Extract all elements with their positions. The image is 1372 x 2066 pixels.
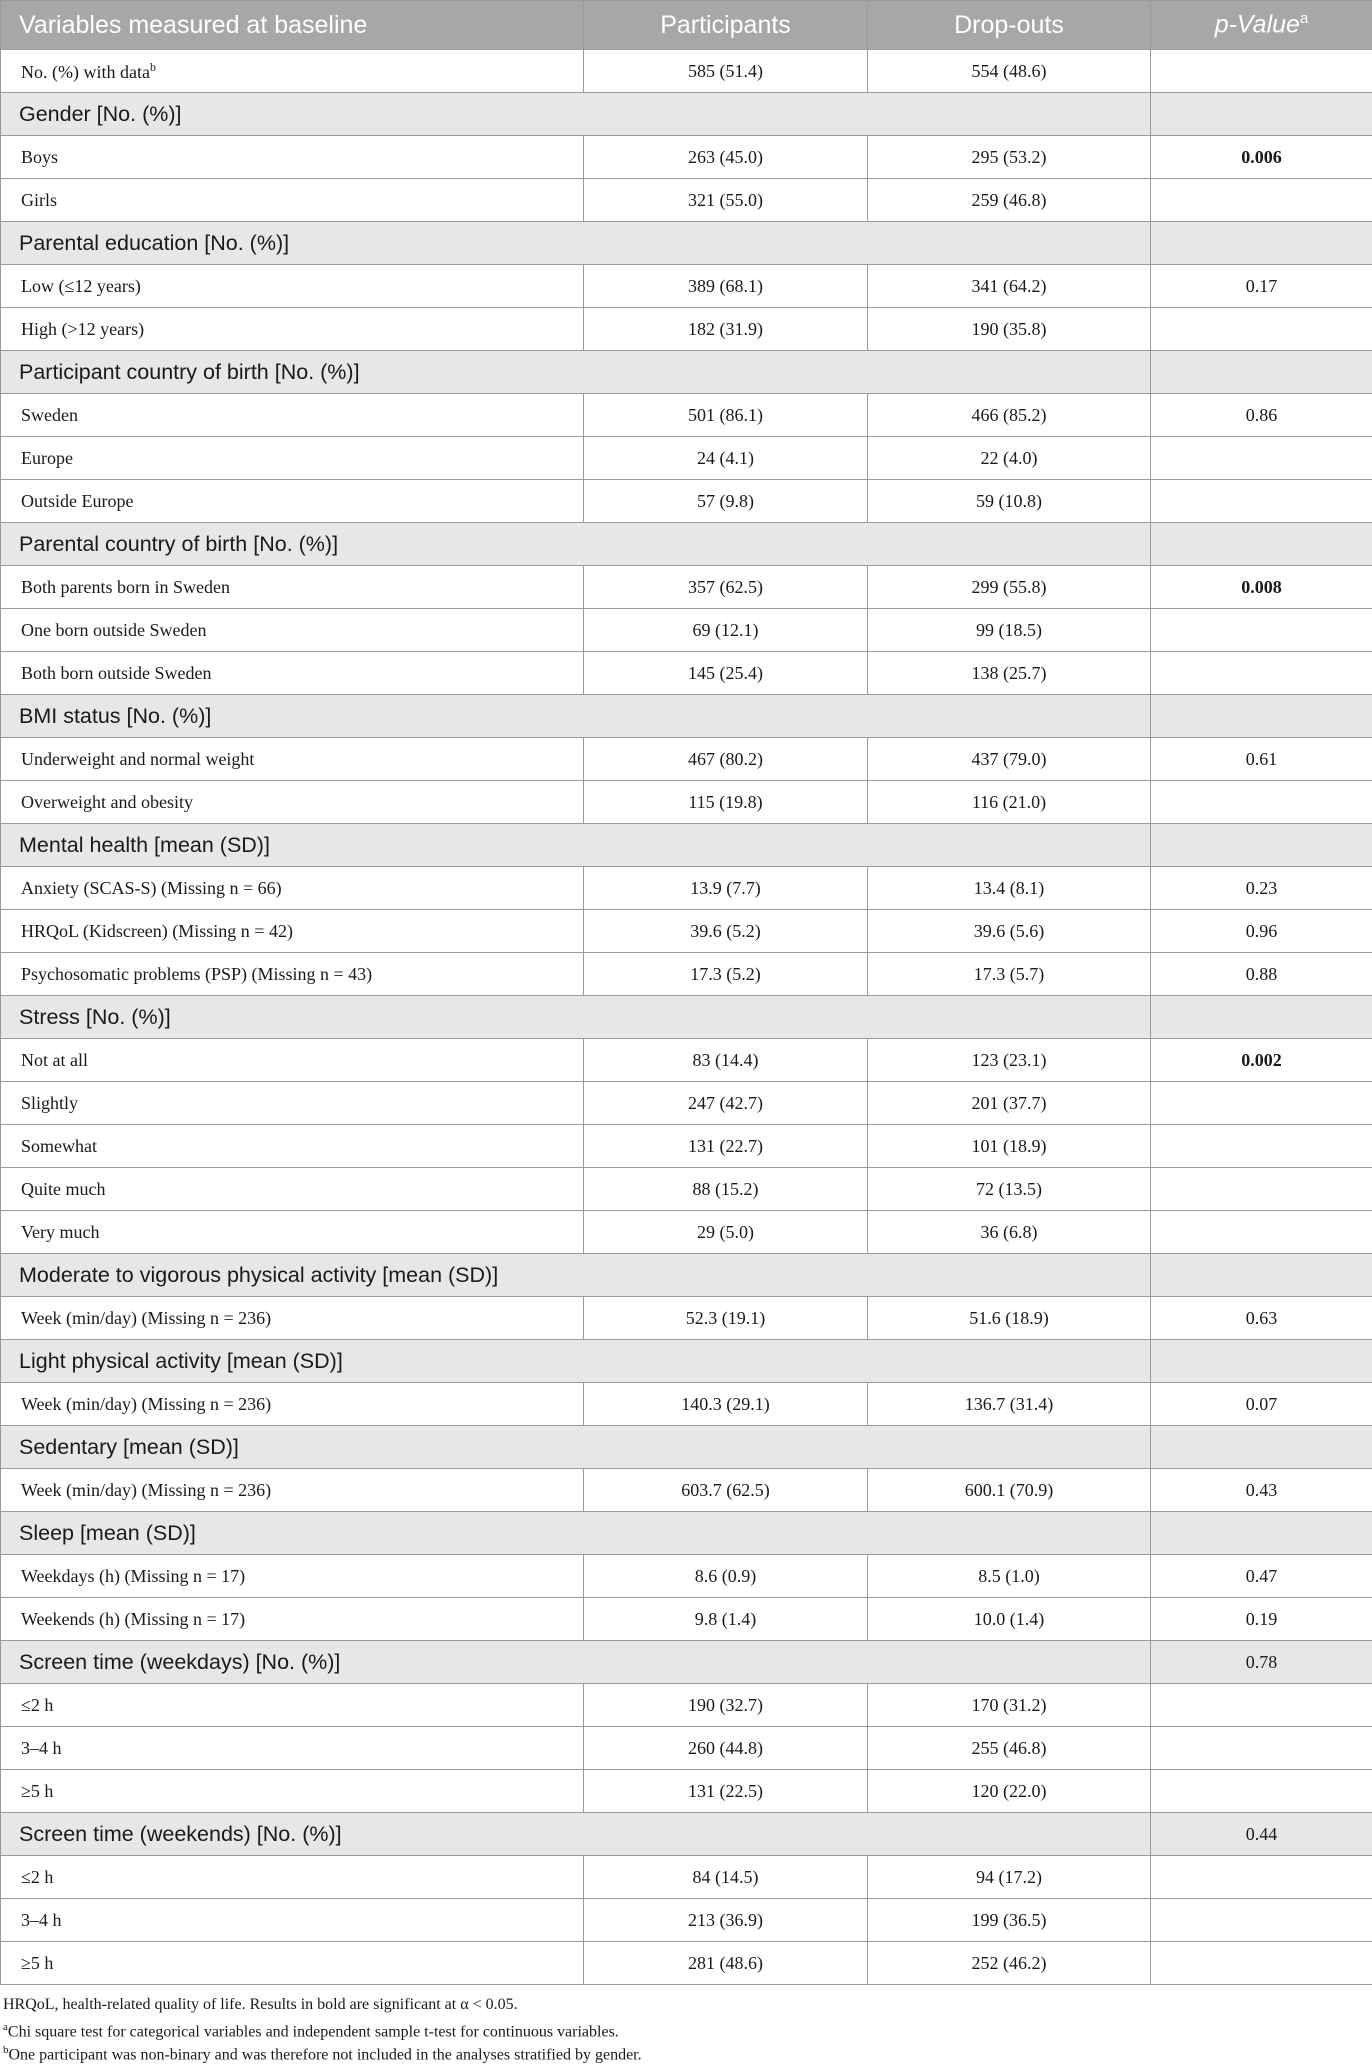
section-label: Gender [No. (%)]	[1, 93, 1151, 136]
dropouts-cell: 94 (17.2)	[868, 1856, 1151, 1899]
row-label-text: Europe	[21, 448, 73, 468]
section-p-value	[1151, 824, 1372, 867]
row-label-text: Both born outside Sweden	[21, 663, 212, 683]
table-footnotes	[3, 1993, 1369, 2062]
p-value-cell	[1151, 781, 1372, 824]
row-label-text: Somewhat	[21, 1136, 97, 1156]
section-p-value	[1151, 695, 1372, 738]
participants-cell: 260 (44.8)	[584, 1727, 868, 1770]
section-p-value: 0.78	[1151, 1641, 1372, 1684]
row-label	[1, 1082, 584, 1125]
row-label-text: HRQoL (Kidscreen) (Missing n = 42)	[21, 921, 293, 941]
participants-cell: 52.3 (19.1)	[584, 1297, 868, 1340]
section-label: Mental health [mean (SD)]	[1, 824, 1151, 867]
row-label	[1, 394, 584, 437]
row-label	[1, 136, 584, 179]
p-value-cell	[1151, 1125, 1372, 1168]
table-row	[1, 1469, 1372, 1512]
table-row	[1, 50, 1372, 93]
participants-cell: 115 (19.8)	[584, 781, 868, 824]
section-row	[1, 1340, 1372, 1383]
table-header-row	[1, 1, 1372, 50]
row-label	[1, 609, 584, 652]
participants-cell: 182 (31.9)	[584, 308, 868, 351]
dropouts-cell: 120 (22.0)	[868, 1770, 1151, 1813]
dropouts-cell: 17.3 (5.7)	[868, 953, 1151, 996]
row-label-text: Week (min/day) (Missing n = 236)	[21, 1308, 271, 1328]
row-label	[1, 265, 584, 308]
participants-cell: 321 (55.0)	[584, 179, 868, 222]
row-label-text: Both parents born in Sweden	[21, 577, 230, 597]
table-row	[1, 1598, 1372, 1641]
table-row	[1, 1125, 1372, 1168]
row-label	[1, 867, 584, 910]
p-value-cell: 0.19	[1151, 1598, 1372, 1641]
dropouts-cell: 13.4 (8.1)	[868, 867, 1151, 910]
header-p-value-sup: a	[1300, 10, 1308, 27]
p-value-cell	[1151, 652, 1372, 695]
table-row	[1, 910, 1372, 953]
header-dropouts: Drop-outs	[868, 1, 1151, 50]
table-row	[1, 1211, 1372, 1254]
table-row	[1, 1168, 1372, 1211]
table-row	[1, 1770, 1372, 1813]
participants-cell: 8.6 (0.9)	[584, 1555, 868, 1598]
participants-cell: 263 (45.0)	[584, 136, 868, 179]
row-label	[1, 1469, 584, 1512]
p-value-cell	[1151, 1082, 1372, 1125]
row-label-text: Very much	[21, 1222, 99, 1242]
participants-cell: 24 (4.1)	[584, 437, 868, 480]
section-row	[1, 1641, 1372, 1684]
footnote-text: Chi square test for categorical variables and independent sample t-test for continuous variables.	[8, 2023, 619, 2040]
dropouts-cell: 8.5 (1.0)	[868, 1555, 1151, 1598]
row-label-text: Week (min/day) (Missing n = 236)	[21, 1480, 271, 1500]
dropouts-cell: 255 (46.8)	[868, 1727, 1151, 1770]
table-row	[1, 1555, 1372, 1598]
table-row	[1, 566, 1372, 609]
section-row	[1, 222, 1372, 265]
participants-cell: 88 (15.2)	[584, 1168, 868, 1211]
p-value-cell	[1151, 1942, 1372, 1985]
table-row	[1, 1684, 1372, 1727]
row-label	[1, 1727, 584, 1770]
header-variables: Variables measured at baseline	[1, 1, 584, 50]
section-p-value	[1151, 1426, 1372, 1469]
row-label-text: Sweden	[21, 405, 78, 425]
footnote	[3, 2016, 1369, 2039]
row-label	[1, 1039, 584, 1082]
row-label-text: 3–4 h	[21, 1738, 62, 1758]
row-label-text: Weekends (h) (Missing n = 17)	[21, 1609, 245, 1629]
participants-cell: 84 (14.5)	[584, 1856, 868, 1899]
p-value-cell: 0.61	[1151, 738, 1372, 781]
section-label: Participant country of birth [No. (%)]	[1, 351, 1151, 394]
dropouts-cell: 136.7 (31.4)	[868, 1383, 1151, 1426]
dropouts-cell: 22 (4.0)	[868, 437, 1151, 480]
dropouts-cell: 201 (37.7)	[868, 1082, 1151, 1125]
table-row	[1, 652, 1372, 695]
section-p-value	[1151, 1254, 1372, 1297]
section-p-value: 0.44	[1151, 1813, 1372, 1856]
row-label	[1, 437, 584, 480]
row-label-text: 3–4 h	[21, 1910, 62, 1930]
participants-cell: 213 (36.9)	[584, 1899, 868, 1942]
row-label	[1, 1555, 584, 1598]
p-value-cell: 0.002	[1151, 1039, 1372, 1082]
p-value-cell: 0.63	[1151, 1297, 1372, 1340]
participants-cell: 467 (80.2)	[584, 738, 868, 781]
section-p-value	[1151, 1340, 1372, 1383]
participants-cell: 247 (42.7)	[584, 1082, 868, 1125]
participants-cell: 140.3 (29.1)	[584, 1383, 868, 1426]
section-p-value	[1151, 351, 1372, 394]
p-value-cell: 0.47	[1151, 1555, 1372, 1598]
table-row	[1, 437, 1372, 480]
participants-cell: 357 (62.5)	[584, 566, 868, 609]
row-label-sup: b	[150, 60, 156, 74]
table-row	[1, 265, 1372, 308]
row-label-text: One born outside Sweden	[21, 620, 206, 640]
p-value-cell	[1151, 179, 1372, 222]
table-row	[1, 1082, 1372, 1125]
section-label: Parental country of birth [No. (%)]	[1, 523, 1151, 566]
row-label	[1, 953, 584, 996]
dropouts-cell: 10.0 (1.4)	[868, 1598, 1151, 1641]
p-value-cell	[1151, 437, 1372, 480]
dropouts-cell: 39.6 (5.6)	[868, 910, 1151, 953]
participants-cell: 131 (22.7)	[584, 1125, 868, 1168]
dropouts-cell: 116 (21.0)	[868, 781, 1151, 824]
table-row	[1, 136, 1372, 179]
table-body	[1, 50, 1372, 1985]
row-label-text: Slightly	[21, 1093, 78, 1113]
p-value-cell: 0.86	[1151, 394, 1372, 437]
row-label-text: ≤2 h	[21, 1695, 53, 1715]
footnote-marker: a	[3, 2021, 8, 2033]
row-label	[1, 781, 584, 824]
dropouts-cell: 466 (85.2)	[868, 394, 1151, 437]
section-p-value	[1151, 523, 1372, 566]
p-value-cell: 0.43	[1151, 1469, 1372, 1512]
row-label	[1, 1684, 584, 1727]
p-value-cell	[1151, 1211, 1372, 1254]
section-row	[1, 523, 1372, 566]
p-value-cell: 0.88	[1151, 953, 1372, 996]
table-row	[1, 1383, 1372, 1426]
section-p-value	[1151, 93, 1372, 136]
section-row	[1, 351, 1372, 394]
table-row	[1, 480, 1372, 523]
row-label-text: Underweight and normal weight	[21, 749, 254, 769]
participants-cell: 13.9 (7.7)	[584, 867, 868, 910]
section-label: Moderate to vigorous physical activity [mean (SD)]	[1, 1254, 1151, 1297]
row-label	[1, 1211, 584, 1254]
section-row	[1, 93, 1372, 136]
p-value-cell: 0.07	[1151, 1383, 1372, 1426]
p-value-cell: 0.96	[1151, 910, 1372, 953]
dropouts-cell: 199 (36.5)	[868, 1899, 1151, 1942]
dropouts-cell: 101 (18.9)	[868, 1125, 1151, 1168]
p-value-cell: 0.17	[1151, 265, 1372, 308]
section-label: BMI status [No. (%)]	[1, 695, 1151, 738]
table-row	[1, 1039, 1372, 1082]
section-row	[1, 996, 1372, 1039]
header-p-value	[1151, 1, 1372, 50]
dropouts-cell: 36 (6.8)	[868, 1211, 1151, 1254]
footnote-text: HRQoL, health-related quality of life. Results in bold are significant at α < 0.05.	[3, 1996, 518, 2013]
row-label	[1, 179, 584, 222]
participants-cell: 9.8 (1.4)	[584, 1598, 868, 1641]
p-value-cell	[1151, 1899, 1372, 1942]
section-p-value	[1151, 996, 1372, 1039]
section-label: Sleep [mean (SD)]	[1, 1512, 1151, 1555]
p-value-cell	[1151, 50, 1372, 93]
row-label	[1, 738, 584, 781]
table-row	[1, 179, 1372, 222]
section-row	[1, 1426, 1372, 1469]
dropouts-cell: 252 (46.2)	[868, 1942, 1151, 1985]
table-row	[1, 1856, 1372, 1899]
section-row	[1, 824, 1372, 867]
section-row	[1, 1813, 1372, 1856]
p-value-cell	[1151, 1727, 1372, 1770]
row-label-text: ≤2 h	[21, 1867, 53, 1887]
dropouts-cell: 259 (46.8)	[868, 179, 1151, 222]
p-value-cell: 0.006	[1151, 136, 1372, 179]
table-row	[1, 867, 1372, 910]
row-label-text: High (>12 years)	[21, 319, 144, 339]
row-label	[1, 652, 584, 695]
section-p-value	[1151, 1512, 1372, 1555]
row-label	[1, 1168, 584, 1211]
row-label	[1, 308, 584, 351]
participants-cell: 131 (22.5)	[584, 1770, 868, 1813]
footnote	[3, 1993, 1369, 2016]
table-row	[1, 781, 1372, 824]
dropouts-cell: 295 (53.2)	[868, 136, 1151, 179]
row-label-text: Not at all	[21, 1050, 88, 1070]
participants-cell: 281 (48.6)	[584, 1942, 868, 1985]
row-label	[1, 1856, 584, 1899]
row-label-text: Girls	[21, 190, 57, 210]
row-label	[1, 1383, 584, 1426]
row-label-text: Quite much	[21, 1179, 105, 1199]
p-value-cell	[1151, 1684, 1372, 1727]
p-value-cell	[1151, 308, 1372, 351]
participants-cell: 29 (5.0)	[584, 1211, 868, 1254]
participants-cell: 603.7 (62.5)	[584, 1469, 868, 1512]
table-row	[1, 609, 1372, 652]
dropouts-cell: 51.6 (18.9)	[868, 1297, 1151, 1340]
dropouts-cell: 123 (23.1)	[868, 1039, 1151, 1082]
p-value-cell	[1151, 1856, 1372, 1899]
p-value-cell	[1151, 1770, 1372, 1813]
participants-cell: 389 (68.1)	[584, 265, 868, 308]
dropouts-cell: 170 (31.2)	[868, 1684, 1151, 1727]
row-label	[1, 50, 584, 93]
section-p-value	[1151, 222, 1372, 265]
row-label-text: Psychosomatic problems (PSP) (Missing n = 43)	[21, 964, 372, 984]
row-label	[1, 1125, 584, 1168]
row-label-text: Boys	[21, 147, 58, 167]
row-label-text: Anxiety (SCAS-S) (Missing n = 66)	[21, 878, 282, 898]
section-label: Light physical activity [mean (SD)]	[1, 1340, 1151, 1383]
dropouts-cell: 190 (35.8)	[868, 308, 1151, 351]
table-row	[1, 738, 1372, 781]
participants-cell: 17.3 (5.2)	[584, 953, 868, 996]
p-value-cell	[1151, 609, 1372, 652]
dropouts-cell: 72 (13.5)	[868, 1168, 1151, 1211]
dropouts-cell: 299 (55.8)	[868, 566, 1151, 609]
row-label-text: Overweight and obesity	[21, 792, 193, 812]
p-value-cell	[1151, 1168, 1372, 1211]
participants-cell: 39.6 (5.2)	[584, 910, 868, 953]
footnote-text: One participant was non-binary and was therefore not included in the analyses stratified by gender.	[9, 2046, 642, 2063]
dropouts-cell: 59 (10.8)	[868, 480, 1151, 523]
table-row	[1, 1727, 1372, 1770]
table-row	[1, 953, 1372, 996]
row-label-text: ≥5 h	[21, 1781, 53, 1801]
row-label	[1, 1297, 584, 1340]
section-label: Parental education [No. (%)]	[1, 222, 1151, 265]
participants-cell: 190 (32.7)	[584, 1684, 868, 1727]
row-label	[1, 1770, 584, 1813]
section-label: Screen time (weekdays) [No. (%)]	[1, 1641, 1151, 1684]
dropouts-cell: 554 (48.6)	[868, 50, 1151, 93]
row-label-text: Outside Europe	[21, 491, 133, 511]
table-row	[1, 1297, 1372, 1340]
row-label-text: Weekdays (h) (Missing n = 17)	[21, 1566, 245, 1586]
dropouts-cell: 99 (18.5)	[868, 609, 1151, 652]
section-row	[1, 695, 1372, 738]
participants-cell: 585 (51.4)	[584, 50, 868, 93]
row-label-text: Week (min/day) (Missing n = 236)	[21, 1394, 271, 1414]
p-value-cell: 0.23	[1151, 867, 1372, 910]
row-label	[1, 1899, 584, 1942]
participants-cell: 69 (12.1)	[584, 609, 868, 652]
row-label	[1, 480, 584, 523]
row-label-text: Low (≤12 years)	[21, 276, 141, 296]
header-participants: Participants	[584, 1, 868, 50]
dropouts-cell: 138 (25.7)	[868, 652, 1151, 695]
footnote	[3, 2039, 1369, 2062]
participants-cell: 57 (9.8)	[584, 480, 868, 523]
footnote-marker: b	[3, 2044, 9, 2056]
header-p-value-label: p-Value	[1215, 11, 1300, 39]
row-label	[1, 566, 584, 609]
table-row	[1, 308, 1372, 351]
section-label: Sedentary [mean (SD)]	[1, 1426, 1151, 1469]
row-label	[1, 1598, 584, 1641]
table-row	[1, 1942, 1372, 1985]
dropouts-cell: 600.1 (70.9)	[868, 1469, 1151, 1512]
row-label	[1, 910, 584, 953]
dropouts-cell: 341 (64.2)	[868, 265, 1151, 308]
participants-cell: 83 (14.4)	[584, 1039, 868, 1082]
section-label: Screen time (weekends) [No. (%)]	[1, 1813, 1151, 1856]
row-label-text: No. (%) with data	[21, 62, 150, 82]
participants-cell: 501 (86.1)	[584, 394, 868, 437]
p-value-cell: 0.008	[1151, 566, 1372, 609]
table-row	[1, 394, 1372, 437]
section-row	[1, 1254, 1372, 1297]
row-label	[1, 1942, 584, 1985]
section-label: Stress [No. (%)]	[1, 996, 1151, 1039]
p-value-cell	[1151, 480, 1372, 523]
participants-cell: 145 (25.4)	[584, 652, 868, 695]
section-row	[1, 1512, 1372, 1555]
row-label-text: ≥5 h	[21, 1953, 53, 1973]
table-row	[1, 1899, 1372, 1942]
dropouts-cell: 437 (79.0)	[868, 738, 1151, 781]
